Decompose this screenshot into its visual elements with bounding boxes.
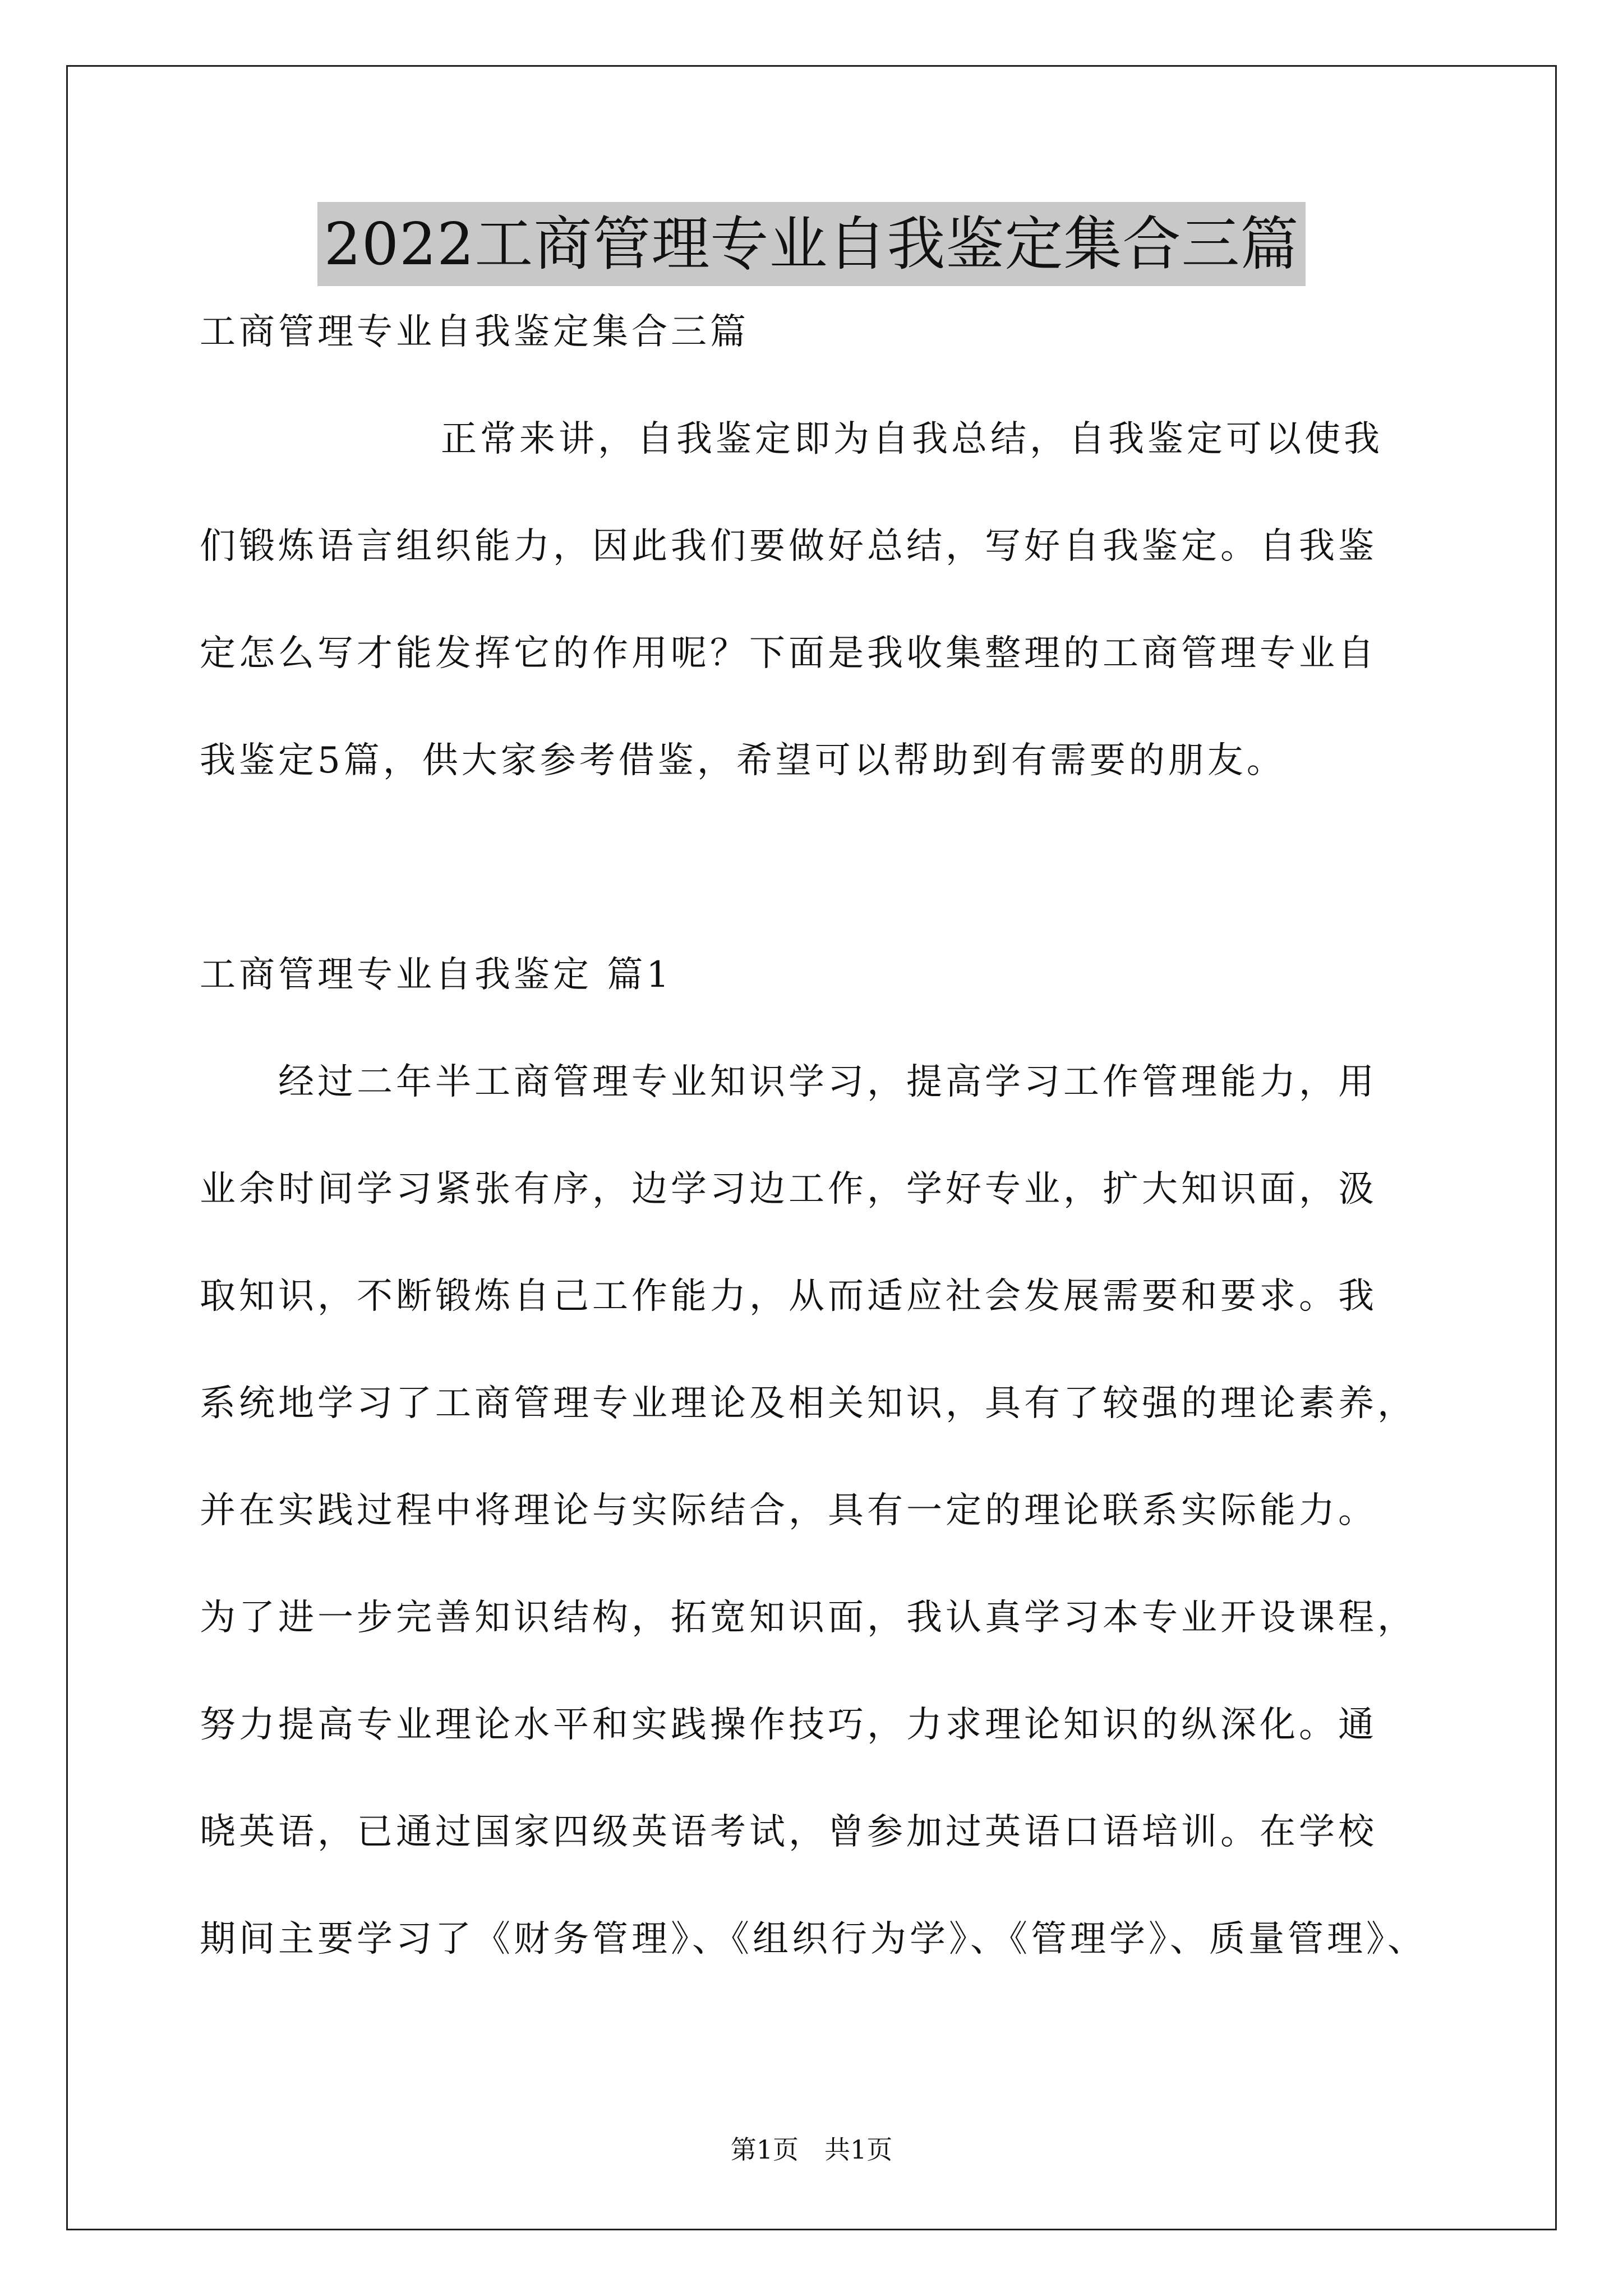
document-title: 2022工商管理专业自我鉴定集合三篇 [317, 202, 1306, 286]
section-heading: 工商管理专业自我鉴定 篇1 [200, 954, 673, 996]
intro-line: 我鉴定5篇，供大家参考借鉴，希望可以帮助到有需要的朋友。 [200, 740, 1286, 781]
document-subtitle: 工商管理专业自我鉴定集合三篇 [200, 311, 749, 353]
spacer [200, 850, 1490, 957]
document-body [200, 311, 1490, 2028]
section-line: 系统地学习了工商管理专业理论及相关知识，具有了较强的理论素养， [200, 1383, 1417, 1424]
intro-line: 正常来讲，自我鉴定即为自我总结，自我鉴定可以使我 [441, 418, 1383, 460]
section-line: 期间主要学习了《财务管理》、《组织行为学》、《管理学》、质量管理》、 [200, 1918, 1427, 1960]
intro-line: 们锻炼语言组织能力，因此我们要做好总结，写好自我鉴定。自我鉴 [200, 526, 1377, 567]
section-line: 业余时间学习紧张有序，边学习边工作，学好专业，扩大知识面，汲 [200, 1168, 1377, 1210]
page-footer: 第1页 共1页 [730, 2134, 893, 2165]
section-line: 经过二年半工商管理专业知识学习，提高学习工作管理能力，用 [278, 1061, 1377, 1103]
section-line: 并在实践过程中将理论与实际结合，具有一定的理论联系实际能力。 [200, 1490, 1377, 1531]
title-container [0, 202, 1623, 286]
intro-line: 定怎么写才能发挥它的作用呢？下面是我收集整理的工商管理专业自 [200, 633, 1377, 674]
section-line: 取知识，不断锻炼自己工作能力，从而适应社会发展需要和要求。我 [200, 1276, 1377, 1317]
section-line: 努力提高专业理论水平和实践操作技巧，力求理论知识的纵深化。通 [200, 1704, 1377, 1746]
section-line: 晓英语，已通过国家四级英语考试，曾参加过英语口语培训。在学校 [200, 1811, 1377, 1853]
section-line: 为了进一步完善知识结构，拓宽知识面，我认真学习本专业开设课程， [200, 1597, 1417, 1639]
